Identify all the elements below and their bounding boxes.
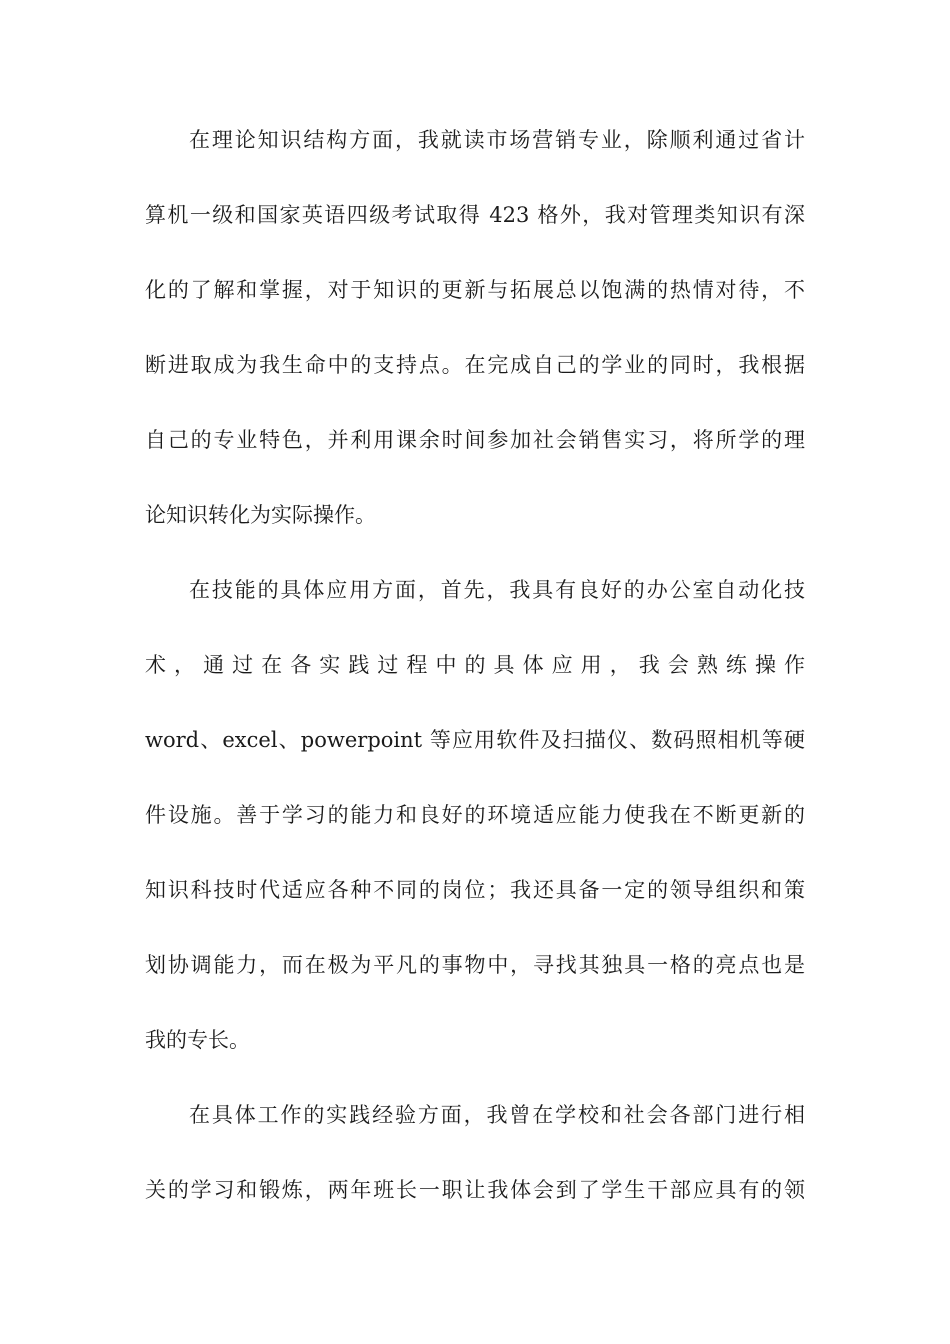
paragraph-1-line-3: 化的了解和掌握，对于知识的更新与拓展总以饱满的热情对待，不 bbox=[145, 278, 805, 302]
paragraph-2-line-5: 知识科技时代适应各种不同的岗位；我还具备一定的领导组织和策 bbox=[145, 878, 805, 902]
paragraph-1-line-6: 论知识转化为实际操作。 bbox=[145, 503, 376, 527]
paragraph-2-line-2: 术，通过在各实践过程中的具体应用，我会熟练操作 bbox=[145, 653, 805, 677]
paragraph-1-line-2: 算机一级和国家英语四级考试取得 423 格外，我对管理类知识有深 bbox=[145, 203, 805, 227]
paragraph-2-line-6: 划协调能力，而在极为平凡的事物中，寻找其独具一格的亮点也是 bbox=[145, 953, 805, 977]
paragraph-2-line-4: 件设施。善于学习的能力和良好的环境适应能力使我在不断更新的 bbox=[145, 803, 805, 827]
paragraph-3-line-1: 在具体工作的实践经验方面，我曾在学校和社会各部门进行相 bbox=[189, 1103, 805, 1127]
paragraph-2-line-7: 我的专长。 bbox=[145, 1028, 250, 1052]
paragraph-3-line-2: 关的学习和锻炼，两年班长一职让我体会到了学生干部应具有的领 bbox=[145, 1178, 805, 1202]
paragraph-1-line-5: 自己的专业特色，并利用课余时间参加社会销售实习，将所学的理 bbox=[145, 428, 805, 452]
paragraph-2-line-1: 在技能的具体应用方面，首先，我具有良好的办公室自动化技 bbox=[189, 578, 805, 602]
paragraph-1-line-1: 在理论知识结构方面，我就读市场营销专业，除顺利通过省计 bbox=[189, 128, 805, 152]
paragraph-1-line-4: 断进取成为我生命中的支持点。在完成自己的学业的同时，我根据 bbox=[145, 353, 805, 377]
paragraph-2-line-3: word、excel、powerpoint 等应用软件及扫描仪、数码照相机等硬 bbox=[145, 728, 805, 752]
